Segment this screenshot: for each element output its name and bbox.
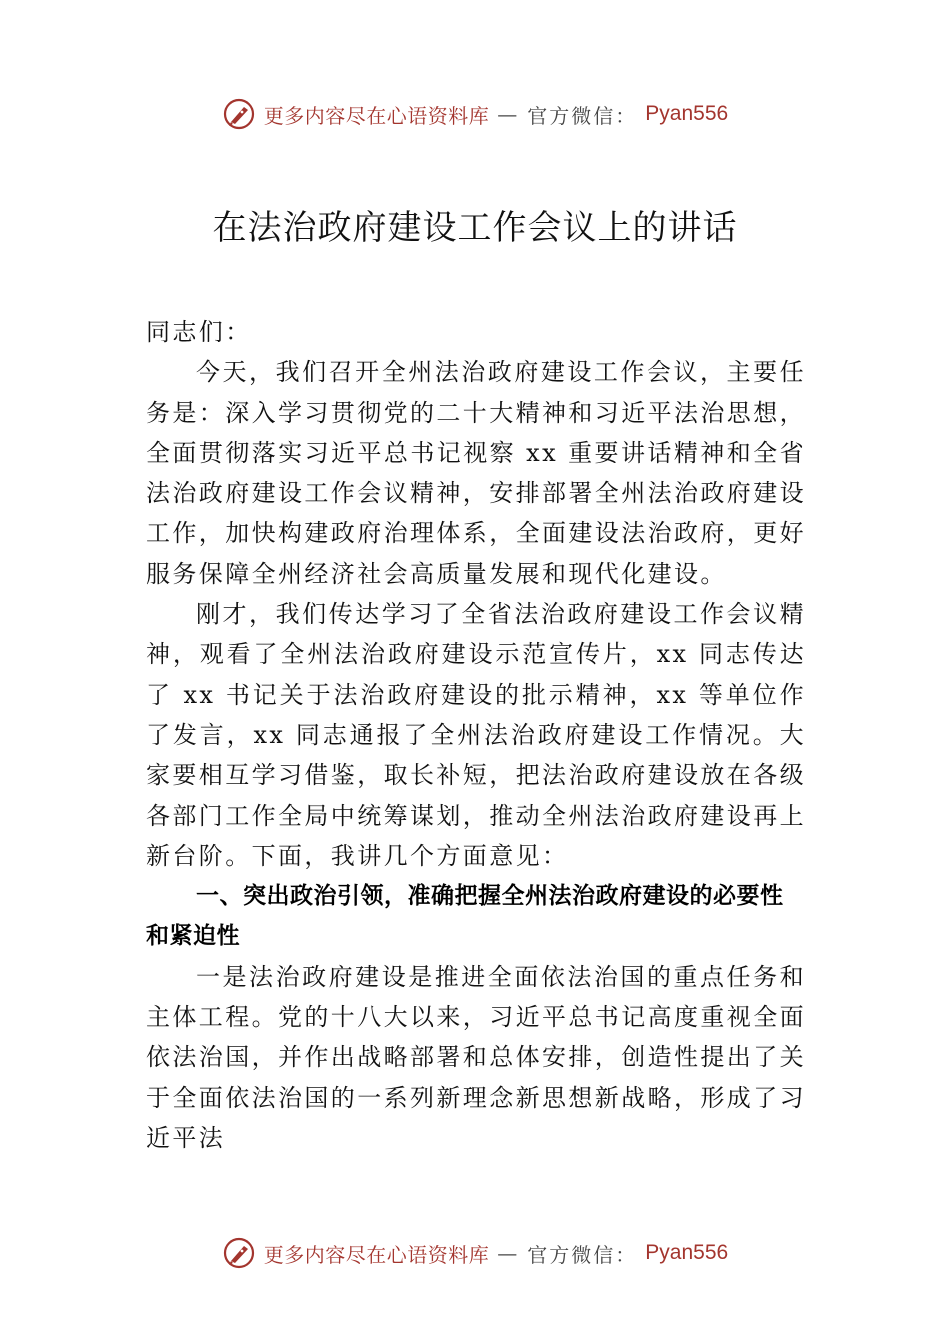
pen-nib-logo-icon: [222, 1236, 256, 1270]
watermark-header: [0, 94, 950, 134]
watermark-text: 更多内容尽在心语资料库: [263, 103, 490, 128]
pen-nib-logo-icon: [222, 97, 256, 131]
salutation: 同志们：: [146, 318, 252, 346]
watermark-dash: —: [497, 1241, 520, 1265]
section-heading: 一、突出政治引领，准确把握全州法治政府建设的必要性和紧迫性: [146, 883, 784, 950]
document-body: [146, 312, 806, 1158]
watermark-wechat-id: Pyan556: [645, 102, 729, 125]
paragraph-1: 今天，我们召开全州法治政府建设工作会议，主要任务是：深入学习贯彻党的二十大精神和习近平法治思想，全面贯彻落实习近平总书记视察 xx 重要讲话精神和全省法治政府建设工作会议精神，安排部署全州法治政府建设工作，加快构建政府治理体系，全面建设法治政府，更好服务保障全州经济社会高质量发展和现代化建设。: [146, 358, 806, 588]
watermark-dash: —: [497, 102, 520, 126]
section-paragraph: 一是法治政府建设是推进全面依法治国的重点任务和主体工程。党的十八大以来，习近平总书记高度重视全面依法治国，并作出战略部署和总体安排，创造性提出了关于全面依法治国的一系列新理念新思想新战略，形成了习近平法: [146, 962, 806, 1152]
watermark-wechat-label: 官方微信：: [527, 1242, 638, 1267]
watermark-wechat-label: 官方微信：: [527, 103, 638, 128]
watermark-footer: [0, 1233, 950, 1273]
watermark-wechat-id: Pyan556: [645, 1241, 729, 1264]
document-title: 在法治政府建设工作会议上的讲话: [212, 208, 738, 248]
paragraph-2: 刚才，我们传达学习了全省法治政府建设工作会议精神，观看了全州法治政府建设示范宣传片，xx 同志传达了 xx 书记关于法治政府建设的批示精神，xx 等单位作了发言，xx 同志通报了全州法治政府建设工作情况。大家要相互学习借鉴，取长补短，把法治政府建设放在各级各部门工作全局中统筹谋划，推动全州法治政府建设再上新台阶。下面，我讲几个方面意见：: [146, 600, 806, 870]
watermark-text: 更多内容尽在心语资料库: [263, 1242, 490, 1267]
